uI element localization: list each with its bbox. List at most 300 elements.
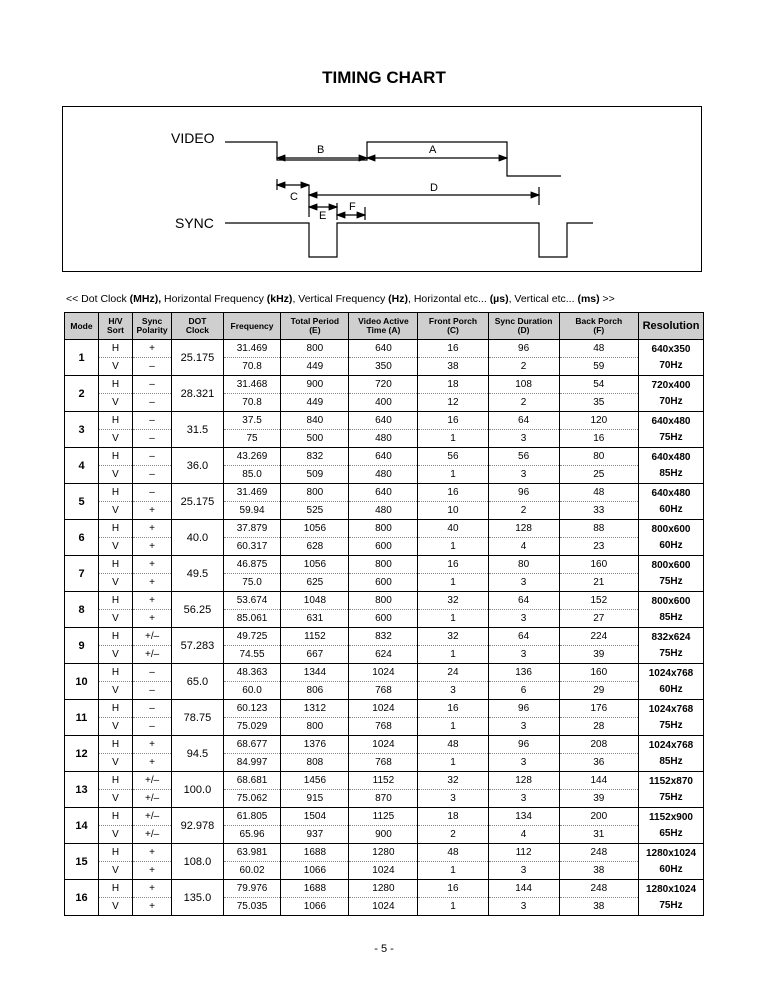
resolution-refresh: 85Hz	[659, 755, 683, 767]
back-porch-cell: 39	[559, 646, 638, 664]
sync-duration-cell: 64	[488, 592, 559, 610]
front-porch-cell: 12	[418, 394, 488, 412]
timing-diagram	[62, 106, 702, 272]
frequency-cell: 31.469	[223, 484, 281, 502]
resolution-cell	[639, 484, 704, 520]
total-period-cell: 1456	[281, 772, 349, 790]
frequency-cell: 68.677	[223, 736, 281, 754]
front-porch-cell: 10	[418, 502, 488, 520]
resolution-refresh: 65Hz	[659, 827, 683, 839]
back-porch-cell: 48	[559, 340, 638, 358]
total-period-cell: 1056	[281, 520, 349, 538]
hv-sort-cell: V	[99, 790, 133, 808]
hv-sort-cell: V	[99, 646, 133, 664]
back-porch-cell: 23	[559, 538, 638, 556]
sync-duration-cell: 136	[488, 664, 559, 682]
frequency-cell: 75.062	[223, 790, 281, 808]
table-row	[65, 754, 704, 772]
sync-duration-cell: 64	[488, 412, 559, 430]
dot-clock-cell: 56.25	[172, 592, 224, 628]
header-video-active: Video Active Time (A)	[349, 313, 418, 340]
table-row	[65, 646, 704, 664]
frequency-cell: 75.0	[223, 574, 281, 592]
total-period-cell: 449	[281, 358, 349, 376]
total-period-cell: 1066	[281, 898, 349, 916]
sync-polarity-cell: +/–	[133, 826, 172, 844]
hv-sort-cell: V	[99, 610, 133, 628]
frequency-cell: 84.997	[223, 754, 281, 772]
header-frequency: Frequency	[223, 313, 281, 340]
mode-cell: 13	[65, 772, 99, 808]
total-period-cell: 1066	[281, 862, 349, 880]
sync-polarity-cell: –	[133, 448, 172, 466]
back-porch-cell: 36	[559, 754, 638, 772]
sync-duration-cell: 2	[488, 394, 559, 412]
sync-duration-cell: 3	[488, 898, 559, 916]
back-porch-cell: 35	[559, 394, 638, 412]
back-porch-cell: 200	[559, 808, 638, 826]
total-period-cell: 667	[281, 646, 349, 664]
hv-sort-cell: V	[99, 574, 133, 592]
dot-clock-cell: 28.321	[172, 376, 224, 412]
sync-polarity-cell: +	[133, 880, 172, 898]
label-f: F	[349, 201, 356, 213]
resolution-cell	[639, 556, 704, 592]
video-active-cell: 350	[349, 358, 418, 376]
total-period-cell: 840	[281, 412, 349, 430]
timing-table	[64, 312, 704, 916]
table-row	[65, 790, 704, 808]
page-number: - 5 -	[374, 943, 394, 955]
sync-duration-cell: 144	[488, 880, 559, 898]
hv-sort-cell: H	[99, 736, 133, 754]
sync-polarity-cell: +	[133, 502, 172, 520]
total-period-cell: 1312	[281, 700, 349, 718]
total-period-cell: 1688	[281, 844, 349, 862]
table-row	[65, 448, 704, 466]
video-active-cell: 720	[349, 376, 418, 394]
header-resolution: Resolution	[639, 313, 704, 340]
hv-sort-cell: V	[99, 538, 133, 556]
video-active-cell: 1280	[349, 844, 418, 862]
frequency-cell: 31.468	[223, 376, 281, 394]
back-porch-cell: 21	[559, 574, 638, 592]
video-active-cell: 1024	[349, 664, 418, 682]
hv-sort-cell: H	[99, 592, 133, 610]
front-porch-cell: 1	[418, 430, 488, 448]
dot-clock-cell: 65.0	[172, 664, 224, 700]
video-active-cell: 480	[349, 466, 418, 484]
sync-duration-cell: 3	[488, 610, 559, 628]
video-active-cell: 900	[349, 826, 418, 844]
sync-duration-cell: 4	[488, 826, 559, 844]
back-porch-cell: 59	[559, 358, 638, 376]
sync-duration-cell: 3	[488, 718, 559, 736]
frequency-cell: 70.8	[223, 358, 281, 376]
frequency-cell: 59.94	[223, 502, 281, 520]
front-porch-cell: 1	[418, 862, 488, 880]
hv-sort-cell: V	[99, 394, 133, 412]
mode-cell: 7	[65, 556, 99, 592]
dot-clock-cell: 94.5	[172, 736, 224, 772]
total-period-cell: 937	[281, 826, 349, 844]
resolution-size: 800x600	[651, 559, 691, 571]
front-porch-cell: 2	[418, 826, 488, 844]
hv-sort-cell: V	[99, 718, 133, 736]
total-period-cell: 631	[281, 610, 349, 628]
sync-duration-cell: 96	[488, 340, 559, 358]
front-porch-cell: 18	[418, 808, 488, 826]
sync-duration-cell: 96	[488, 700, 559, 718]
resolution-size: 1024x768	[648, 667, 694, 679]
header-total-period: Total Period (E)	[281, 313, 349, 340]
table-row	[65, 502, 704, 520]
back-porch-cell: 152	[559, 592, 638, 610]
resolution-refresh: 75Hz	[659, 719, 683, 731]
sync-polarity-cell: +/–	[133, 628, 172, 646]
sync-polarity-cell: +/–	[133, 646, 172, 664]
back-porch-cell: 38	[559, 862, 638, 880]
total-period-cell: 628	[281, 538, 349, 556]
video-active-cell: 768	[349, 718, 418, 736]
frequency-cell: 63.981	[223, 844, 281, 862]
frequency-cell: 37.5	[223, 412, 281, 430]
sync-polarity-cell: –	[133, 700, 172, 718]
front-porch-cell: 32	[418, 628, 488, 646]
total-period-cell: 808	[281, 754, 349, 772]
mode-cell: 15	[65, 844, 99, 880]
resolution-cell	[639, 628, 704, 664]
video-active-cell: 768	[349, 754, 418, 772]
hv-sort-cell: V	[99, 430, 133, 448]
header-hv-sort: H/V Sort	[99, 313, 133, 340]
table-row	[65, 718, 704, 736]
frequency-cell: 48.363	[223, 664, 281, 682]
video-waveform	[225, 142, 561, 176]
sync-duration-cell: 96	[488, 736, 559, 754]
frequency-cell: 60.0	[223, 682, 281, 700]
hv-sort-cell: V	[99, 466, 133, 484]
front-porch-cell: 16	[418, 340, 488, 358]
resolution-cell	[639, 700, 704, 736]
table-header-row	[65, 313, 704, 340]
back-porch-cell: 48	[559, 484, 638, 502]
sync-polarity-cell: +	[133, 736, 172, 754]
table-row	[65, 466, 704, 484]
frequency-cell: 60.317	[223, 538, 281, 556]
resolution-cell	[639, 448, 704, 484]
back-porch-cell: 208	[559, 736, 638, 754]
back-porch-cell: 248	[559, 844, 638, 862]
hv-sort-cell: H	[99, 772, 133, 790]
resolution-cell	[639, 592, 704, 628]
resolution-size: 800x600	[651, 523, 691, 535]
mode-cell: 12	[65, 736, 99, 772]
table-row	[65, 574, 704, 592]
total-period-cell: 1056	[281, 556, 349, 574]
resolution-cell	[639, 376, 704, 412]
table-row	[65, 736, 704, 754]
frequency-cell: 75.029	[223, 718, 281, 736]
mode-cell: 2	[65, 376, 99, 412]
hv-sort-cell: V	[99, 826, 133, 844]
resolution-cell	[639, 880, 704, 916]
sync-polarity-cell: –	[133, 430, 172, 448]
table-row	[65, 898, 704, 916]
video-active-cell: 1280	[349, 880, 418, 898]
dot-clock-cell: 25.175	[172, 484, 224, 520]
table-row	[65, 592, 704, 610]
resolution-cell	[639, 736, 704, 772]
resolution-refresh: 85Hz	[659, 611, 683, 623]
table-row	[65, 484, 704, 502]
video-active-cell: 1024	[349, 862, 418, 880]
sync-duration-cell: 96	[488, 484, 559, 502]
video-active-cell: 400	[349, 394, 418, 412]
video-active-cell: 480	[349, 430, 418, 448]
resolution-cell	[639, 412, 704, 448]
sync-polarity-cell: –	[133, 358, 172, 376]
resolution-refresh: 60Hz	[659, 863, 683, 875]
frequency-cell: 85.061	[223, 610, 281, 628]
resolution-refresh: 70Hz	[659, 359, 683, 371]
sync-polarity-cell: +/–	[133, 772, 172, 790]
hv-sort-cell: H	[99, 448, 133, 466]
total-period-cell: 900	[281, 376, 349, 394]
sync-duration-cell: 80	[488, 556, 559, 574]
resolution-refresh: 85Hz	[659, 467, 683, 479]
sync-polarity-cell: +/–	[133, 808, 172, 826]
video-active-cell: 640	[349, 448, 418, 466]
hv-sort-cell: H	[99, 664, 133, 682]
back-porch-cell: 31	[559, 826, 638, 844]
total-period-cell: 800	[281, 340, 349, 358]
back-porch-cell: 160	[559, 556, 638, 574]
header-front-porch: Front Porch (C)	[418, 313, 488, 340]
resolution-size: 1280x1024	[645, 847, 697, 859]
sync-duration-cell: 2	[488, 358, 559, 376]
hv-sort-cell: H	[99, 520, 133, 538]
back-porch-cell: 160	[559, 664, 638, 682]
back-porch-cell: 224	[559, 628, 638, 646]
back-porch-cell: 39	[559, 790, 638, 808]
mode-cell: 6	[65, 520, 99, 556]
front-porch-cell: 16	[418, 412, 488, 430]
sync-polarity-cell: –	[133, 664, 172, 682]
sync-duration-cell: 3	[488, 754, 559, 772]
dot-clock-cell: 40.0	[172, 520, 224, 556]
back-porch-cell: 176	[559, 700, 638, 718]
video-active-cell: 768	[349, 682, 418, 700]
video-active-cell: 1152	[349, 772, 418, 790]
sync-polarity-cell: +	[133, 898, 172, 916]
total-period-cell: 800	[281, 484, 349, 502]
sync-duration-cell: 3	[488, 574, 559, 592]
hv-sort-cell: V	[99, 682, 133, 700]
sync-polarity-cell: –	[133, 718, 172, 736]
sync-polarity-cell: +/–	[133, 790, 172, 808]
table-row	[65, 376, 704, 394]
sync-label: SYNC	[175, 215, 214, 231]
sync-polarity-cell: –	[133, 682, 172, 700]
label-a: A	[429, 144, 437, 156]
back-porch-cell: 33	[559, 502, 638, 520]
sync-duration-cell: 56	[488, 448, 559, 466]
sync-polarity-cell: –	[133, 412, 172, 430]
sync-polarity-cell: +	[133, 538, 172, 556]
sync-polarity-cell: +	[133, 862, 172, 880]
sync-duration-cell: 2	[488, 502, 559, 520]
dot-clock-cell: 100.0	[172, 772, 224, 808]
dot-clock-cell: 49.5	[172, 556, 224, 592]
resolution-refresh: 60Hz	[659, 683, 683, 695]
front-porch-cell: 48	[418, 736, 488, 754]
resolution-refresh: 75Hz	[659, 647, 683, 659]
table-row	[65, 880, 704, 898]
resolution-size: 800x600	[651, 595, 691, 607]
resolution-cell	[639, 808, 704, 844]
hv-sort-cell: H	[99, 376, 133, 394]
frequency-cell: 46.875	[223, 556, 281, 574]
resolution-refresh: 75Hz	[659, 899, 683, 911]
sync-duration-cell: 3	[488, 790, 559, 808]
video-active-cell: 800	[349, 520, 418, 538]
mode-cell: 5	[65, 484, 99, 520]
table-row	[65, 826, 704, 844]
front-porch-cell: 1	[418, 574, 488, 592]
sync-polarity-cell: +	[133, 592, 172, 610]
frequency-cell: 60.02	[223, 862, 281, 880]
header-back-porch: Back Porch (F)	[559, 313, 638, 340]
frequency-cell: 43.269	[223, 448, 281, 466]
front-porch-cell: 1	[418, 466, 488, 484]
sync-polarity-cell: –	[133, 484, 172, 502]
front-porch-cell: 16	[418, 556, 488, 574]
back-porch-cell: 29	[559, 682, 638, 700]
sync-polarity-cell: +	[133, 520, 172, 538]
mode-cell: 1	[65, 340, 99, 376]
table-row	[65, 772, 704, 790]
hv-sort-cell: V	[99, 358, 133, 376]
frequency-cell: 53.674	[223, 592, 281, 610]
hv-sort-cell: V	[99, 898, 133, 916]
front-porch-cell: 1	[418, 898, 488, 916]
front-porch-cell: 1	[418, 718, 488, 736]
video-active-cell: 800	[349, 556, 418, 574]
hv-sort-cell: H	[99, 844, 133, 862]
frequency-cell: 37.879	[223, 520, 281, 538]
front-porch-cell: 38	[418, 358, 488, 376]
sync-duration-cell: 134	[488, 808, 559, 826]
total-period-cell: 509	[281, 466, 349, 484]
front-porch-cell: 24	[418, 664, 488, 682]
back-porch-cell: 144	[559, 772, 638, 790]
table-row	[65, 520, 704, 538]
back-porch-cell: 88	[559, 520, 638, 538]
total-period-cell: 625	[281, 574, 349, 592]
dot-clock-cell: 36.0	[172, 448, 224, 484]
video-active-cell: 640	[349, 484, 418, 502]
back-porch-cell: 38	[559, 898, 638, 916]
frequency-cell: 68.681	[223, 772, 281, 790]
sync-polarity-cell: –	[133, 466, 172, 484]
resolution-size: 1280x1024	[645, 883, 697, 895]
front-porch-cell: 3	[418, 790, 488, 808]
sync-polarity-cell: +	[133, 340, 172, 358]
resolution-refresh: 75Hz	[659, 791, 683, 803]
mode-cell: 3	[65, 412, 99, 448]
total-period-cell: 1504	[281, 808, 349, 826]
resolution-cell	[639, 664, 704, 700]
video-active-cell: 640	[349, 412, 418, 430]
video-active-cell: 600	[349, 610, 418, 628]
resolution-size: 640x480	[651, 487, 691, 499]
sync-duration-cell: 128	[488, 772, 559, 790]
hv-sort-cell: H	[99, 412, 133, 430]
video-active-cell: 480	[349, 502, 418, 520]
table-row	[65, 664, 704, 682]
front-porch-cell: 32	[418, 772, 488, 790]
dot-clock-cell: 31.5	[172, 412, 224, 448]
front-porch-cell: 16	[418, 484, 488, 502]
frequency-cell: 61.805	[223, 808, 281, 826]
total-period-cell: 800	[281, 718, 349, 736]
total-period-cell: 1376	[281, 736, 349, 754]
units-legend: << Dot Clock (MHz), Horizontal Frequency (kHz), Vertical Frequency (Hz), Horizontal etc... (µs), Vertical etc... (ms) >>	[66, 293, 615, 305]
front-porch-cell: 56	[418, 448, 488, 466]
header-dot-clock: DOT Clock	[172, 313, 224, 340]
table-row	[65, 610, 704, 628]
video-active-cell: 800	[349, 592, 418, 610]
front-porch-cell: 32	[418, 592, 488, 610]
table-row	[65, 394, 704, 412]
table-row	[65, 358, 704, 376]
sync-duration-cell: 108	[488, 376, 559, 394]
back-porch-cell: 16	[559, 430, 638, 448]
front-porch-cell: 3	[418, 682, 488, 700]
total-period-cell: 1688	[281, 880, 349, 898]
dot-clock-cell: 25.175	[172, 340, 224, 376]
video-active-cell: 640	[349, 340, 418, 358]
sync-duration-cell: 3	[488, 466, 559, 484]
back-porch-cell: 80	[559, 448, 638, 466]
sync-polarity-cell: +	[133, 754, 172, 772]
resolution-cell	[639, 340, 704, 376]
frequency-cell: 49.725	[223, 628, 281, 646]
table-row	[65, 700, 704, 718]
resolution-size: 1152x900	[649, 811, 693, 823]
total-period-cell: 500	[281, 430, 349, 448]
table-row	[65, 682, 704, 700]
frequency-cell: 85.0	[223, 466, 281, 484]
sync-duration-cell: 128	[488, 520, 559, 538]
resolution-size: 1024x768	[648, 739, 694, 751]
front-porch-cell: 1	[418, 646, 488, 664]
header-sync-polarity: Sync Polarity	[133, 313, 172, 340]
table-row	[65, 844, 704, 862]
frequency-cell: 60.123	[223, 700, 281, 718]
sync-duration-cell: 3	[488, 430, 559, 448]
video-active-cell: 1024	[349, 700, 418, 718]
back-porch-cell: 25	[559, 466, 638, 484]
resolution-refresh: 60Hz	[659, 503, 683, 515]
sync-duration-cell: 64	[488, 628, 559, 646]
sync-waveform	[225, 223, 593, 257]
label-b: B	[317, 144, 325, 156]
video-active-cell: 624	[349, 646, 418, 664]
frequency-cell: 75.035	[223, 898, 281, 916]
sync-polarity-cell: –	[133, 376, 172, 394]
